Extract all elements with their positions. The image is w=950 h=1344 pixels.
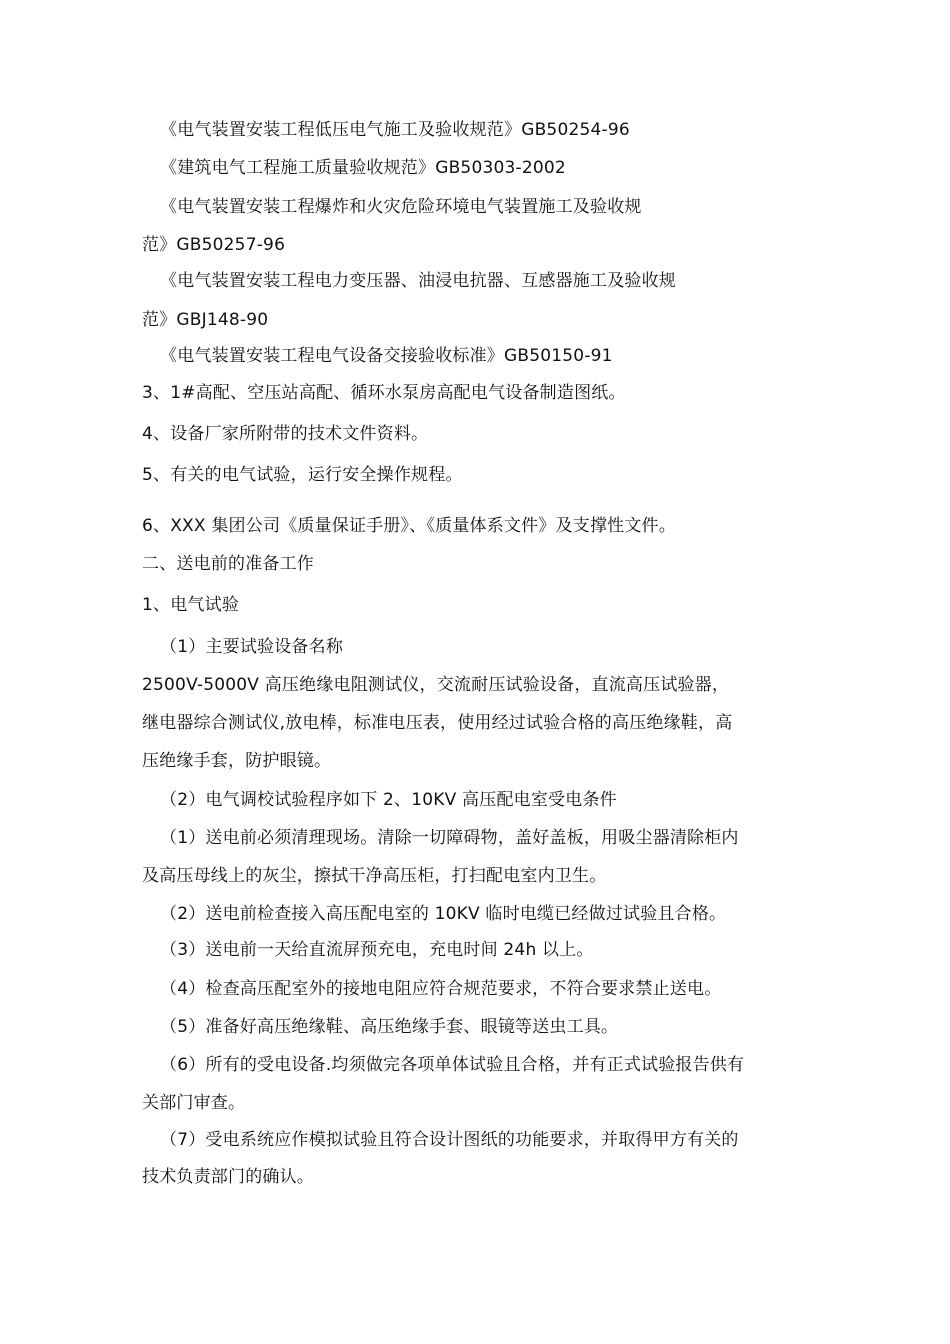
item-1-heading: （1）主要试验设备名称 (160, 637, 344, 657)
condition-7-line1: （7）受电系统应作模拟试验且符合设计图纸的功能要求，并取得甲方有关的 (160, 1130, 739, 1150)
condition-5: （5）准备好高压绝缘鞋、高压绝缘手套、眼镜等送虫工具。 (160, 1017, 619, 1037)
equipment-list-line2: 继电器综合测试仪,放电棒，标准电压表，使用经过试验合格的高压绝缘鞋，高 (142, 713, 733, 733)
condition-4: （4）检查高压配室外的接地电阻应符合规范要求，不符合要求禁止送电。 (160, 979, 722, 999)
condition-2: （2）送电前检查接入高压配电室的 10KV 临时电缆已经做过试验且合格。 (160, 904, 727, 924)
subsection-heading-1: 1、电气试验 (142, 595, 240, 615)
standard-gb50254: 《电气装置安装工程低压电气施工及验收规范》GB50254-96 (160, 120, 630, 140)
list-item-5: 5、有关的电气试验，运行安全操作规程。 (142, 465, 463, 485)
equipment-list-line1: 2500V-5000V 高压绝缘电阻测试仪，交流耐压试验设备，直流高压试验器， (142, 675, 730, 695)
standard-gb50257-line2: 范》GB50257-96 (142, 235, 286, 255)
condition-1-line1: （1）送电前必须清理现场。清除一切障碍物，盖好盖板，用吸尘器清除柜内 (160, 828, 739, 848)
standard-gb50150: 《电气装置安装工程电气设备交接验收标准》GB50150-91 (160, 346, 613, 366)
condition-1-line2: 及高压母线上的灰尘，擦拭干净高压柜，打扫配电室内卫生。 (142, 866, 607, 886)
section-heading-2: 二、送电前的准备工作 (142, 554, 314, 574)
list-item-3: 3、1#高配、空压站高配、循环水泵房高配电气设备制造图纸。 (142, 383, 626, 403)
condition-6-line1: （6）所有的受电设备.均须做完各项单体试验且合格，并有正式试验报告供有 (160, 1055, 745, 1075)
condition-3: （3）送电前一天给直流屏预充电，充电时间 24h 以上。 (160, 940, 594, 960)
equipment-list-line3: 压绝缘手套，防护眼镜。 (142, 751, 332, 771)
standard-gb50257-line1: 《电气装置安装工程爆炸和火灾危险环境电气装置施工及验收规 (160, 197, 642, 217)
item-2-heading: （2）电气调校试验程序如下 2、10KV 高压配电室受电条件 (160, 790, 617, 810)
list-item-6: 6、XXX 集团公司《质量保证手册》、《质量体系文件》及支撑性文件。 (142, 516, 676, 536)
standard-gbj148-line2: 范》GBJ148-90 (142, 310, 269, 330)
standard-gbj148-line1: 《电气装置安装工程电力变压器、油浸电抗器、互感器施工及验收规 (160, 271, 676, 291)
condition-6-line2: 关部门审查。 (142, 1093, 246, 1113)
standard-gb50303: 《建筑电气工程施工质量验收规范》GB50303-2002 (160, 158, 566, 178)
condition-7-line2: 技术负责部门的确认。 (142, 1167, 314, 1187)
list-item-4: 4、设备厂家所附带的技术文件资料。 (142, 424, 429, 444)
